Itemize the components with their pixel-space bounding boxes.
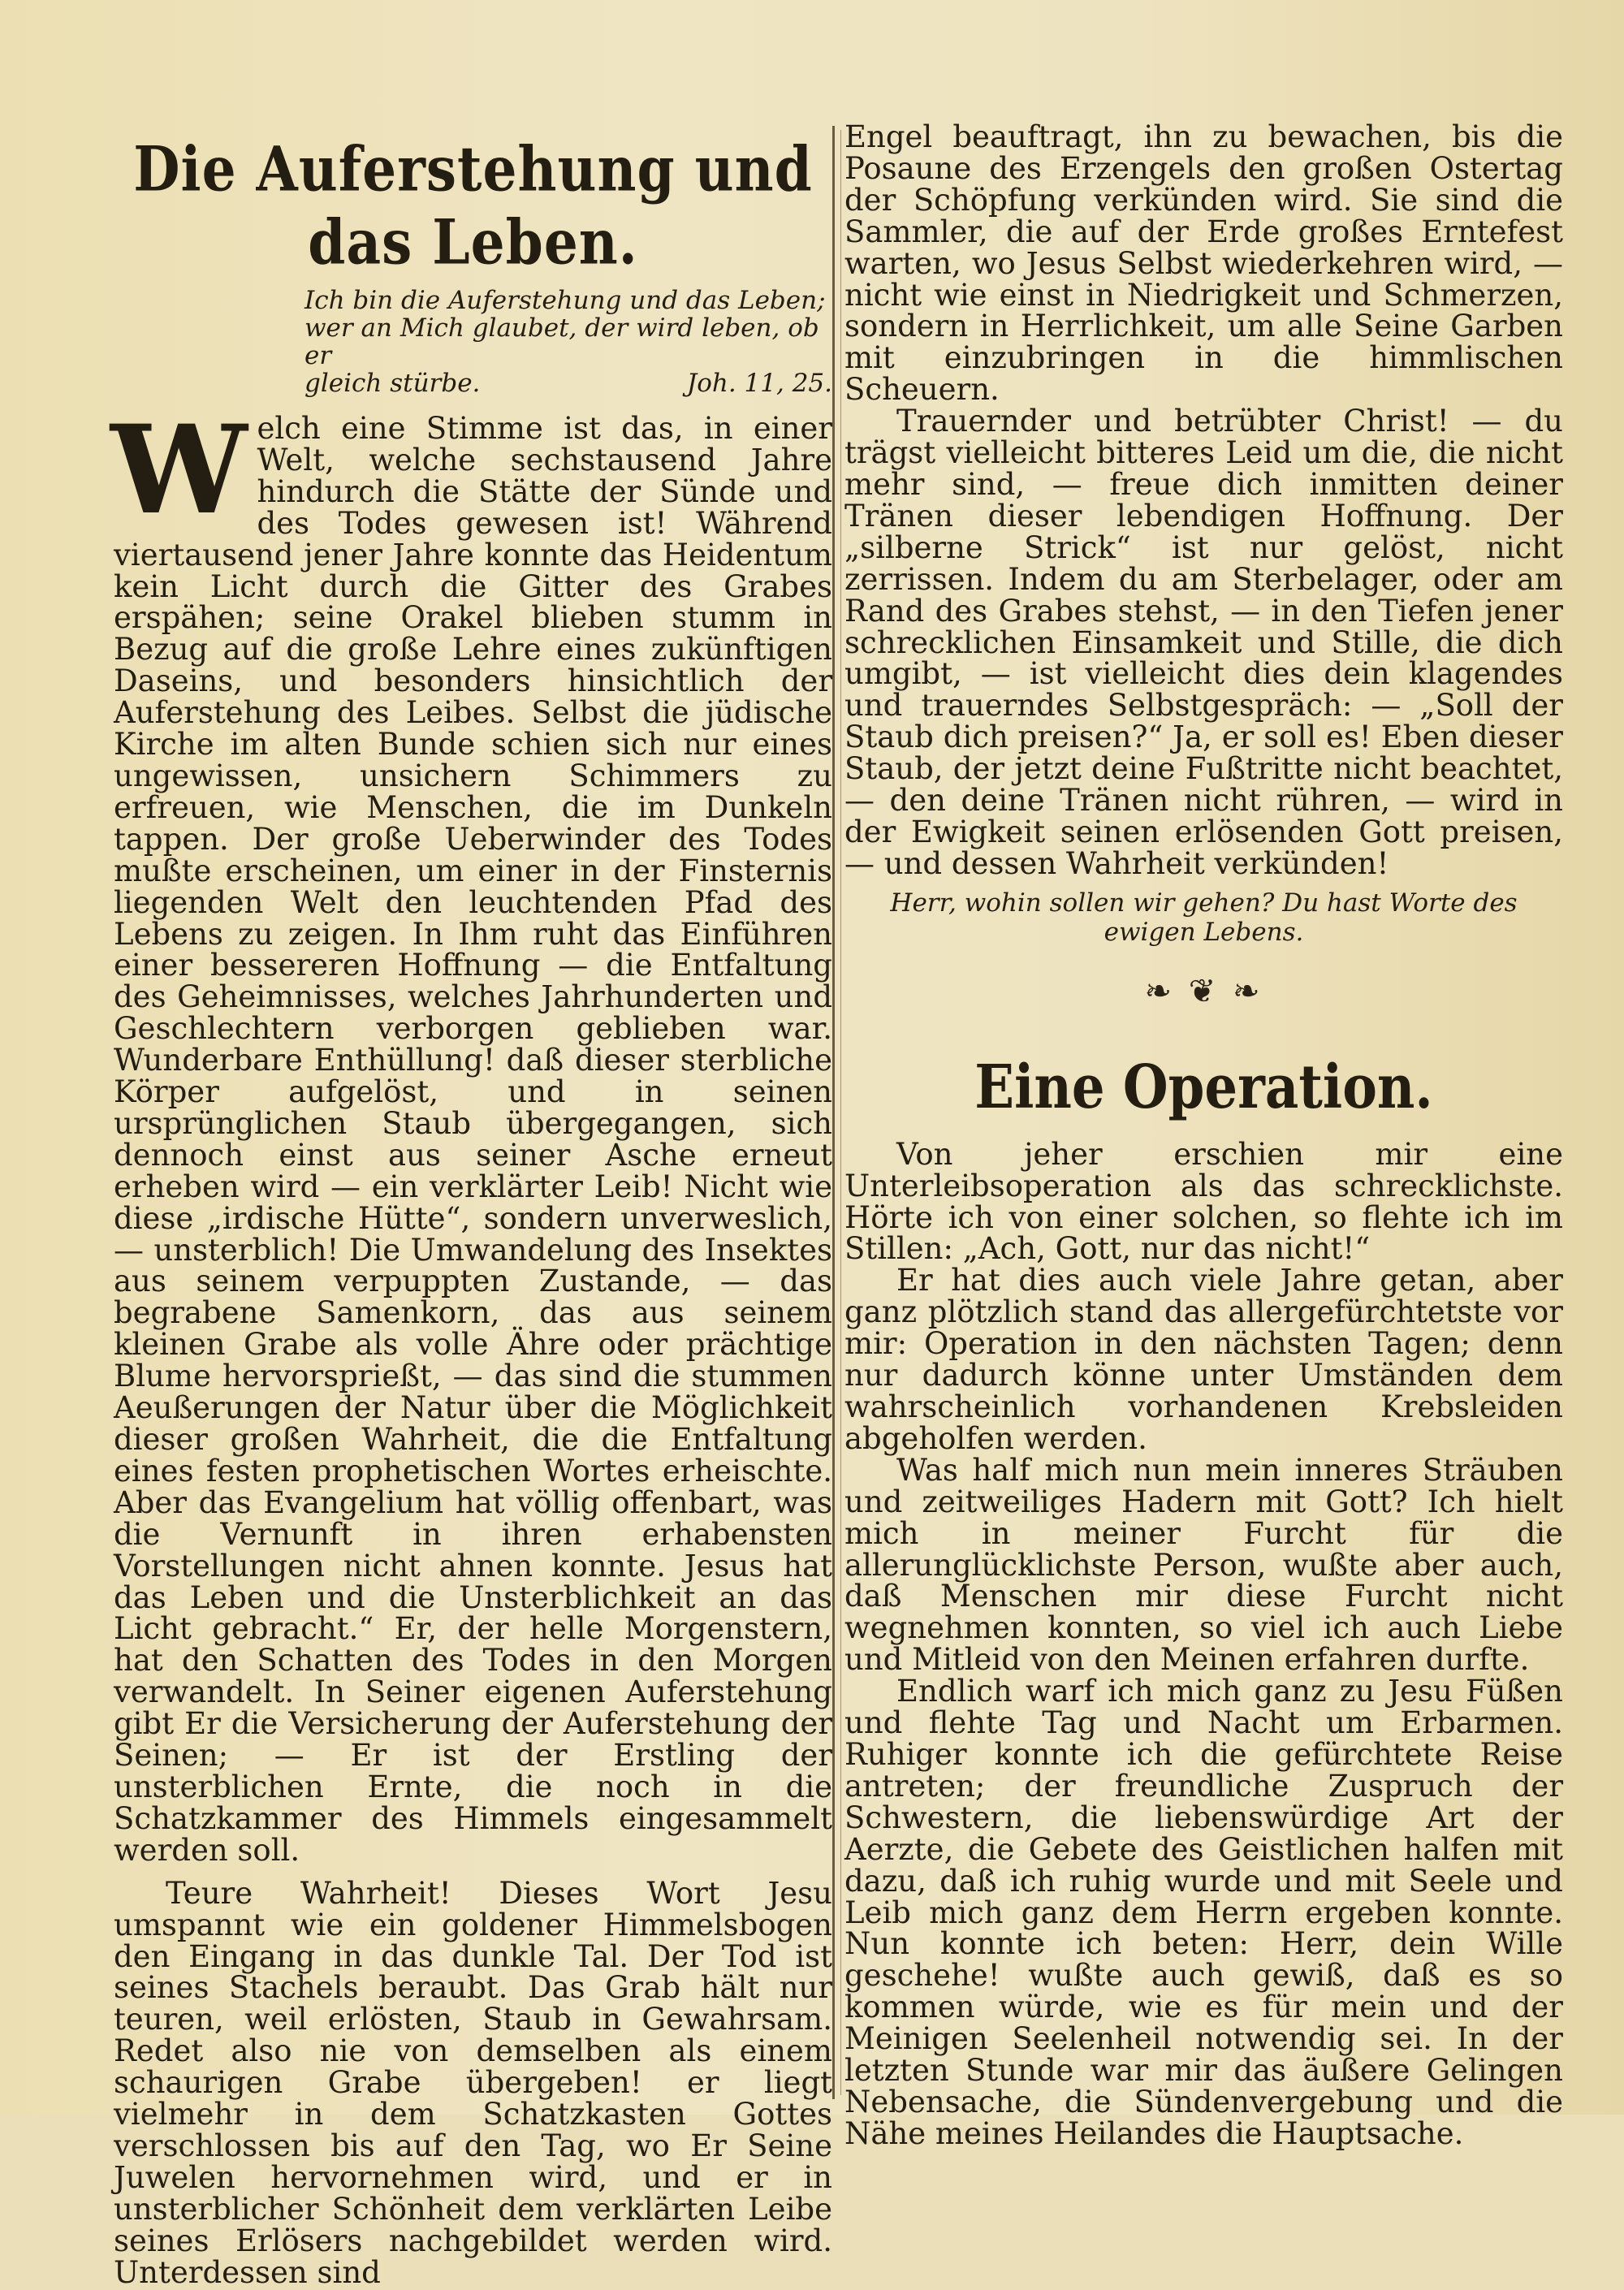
article1-paragraph-1-text: elch eine Stimme ist das, in einer Welt, welche sechstausend Jahre hindurch die Stätte der Sünde und des Todes gewesen ist! Während viertausend jener Jahre konnte das Heidentum kein Licht durch die Gitter des Grabes erspähen; seine Orakel blieben stumm in Bezug auf die große Lehre eines zukünftigen Daseins, und besonders hinsichtlich der Auferstehung des Leibes. Selbst die jüdische Kirche im alten Bunde schien sich nur eines ungewissen, unsichern Schimmers zu erfreuen, wie Menschen, die im Dunkeln tappen. Der große Ueberwinder des Todes mußte erscheinen, um einer in der Finsternis liegenden Welt den leuchtenden Pfad des Lebens zu zeigen. In Ihm ruht das Einführen einer bessereren Hoffnung — die Entfaltung des Geheimnisses, welches Jahrhunderten und Geschlechtern verborgen geblieben war. Wunderbare Enthüllung! daß dieser sterbliche Körper aufgelöst, und in seinen ursprünglichen Staub übergegangen, sich dennoch einst aus seiner Asche erneut erheben wird — ein verklärter Leib! Nicht wie diese „irdische Hütte“, sondern unverweslich, — unsterblich! Die Umwandelung des Insektes aus seinem verpuppten Zustande, — das begrabene Samenkorn, das aus seinem kleinen Grabe als volle Ähre oder prächtige Blume hervorsprießt, — das sind die stummen Aeußerungen der Natur über die Möglichkeit dieser großen Wahrheit, die die Entfaltung eines festen prophetischen Wortes erheischte. Aber das Evangelium hat völlig offenbart, was die Vernunft in ihren erhabensten Vorstellungen nicht ahnen konnte. Jesus hat das Leben und die Unsterblichkeit an das Licht gebracht.“ Er, der helle Morgenstern, hat den Schatten des Todes in den Morgen verwandelt. In Seiner eigenen Auferstehung gibt Er die Versicherung der Auferstehung der Seinen; — Er ist der Erstling der unsterblichen Ernte, die noch in die Schatzkammer des Himmels eingesammelt werden soll. <box>114 411 832 1868</box>
drop-cap: W <box>110 399 248 542</box>
ornament-divider: ❧ ❦ ❧ <box>1144 972 1263 1010</box>
closing-quote: Herr, wohin sollen wir gehen? Du hast Worte des ewigen Lebens. <box>890 888 1518 947</box>
article2-paragraph-1: Von jeher erschien mir eine Unterleibsoperation als das schrecklichste. Hörte ich von einer solchen, so flehte ich im Stillen: „Ach, Gott, nur das nicht!“ <box>844 1136 1563 1267</box>
right-column <box>844 0 1563 2150</box>
bible-motto <box>304 287 832 397</box>
article1-paragraph-1 <box>110 399 832 1868</box>
motto-line-2: wer an Mich glaubet, der wird leben, ob er <box>304 313 819 370</box>
article1-paragraph-2: Teure Wahrheit! Dieses Wort Jesu umspannt wie ein goldener Himmelsbogen den Eingang in das dunkle Tal. Der Tod ist seines Stachels beraubt. Das Grab hält nur teuren, weil erlösten, Staub in Gewahrsam. Redet also nie von demselben als einem schaurigen Grabe übergeben! er liegt vielmehr in dem Schatzkasten Gottes verschlossen bis auf den Tag, wo Er Seine Juwelen hervornehmen wird, und er in unsterblicher Schönheit dem verklärten Leibe seines Erlösers nachgebildet werden wird. Unterdessen sind <box>114 1875 832 2290</box>
article-title-operation: Eine Operation. <box>974 1052 1433 1123</box>
article1-paragraph-4: Trauernder und betrübter Christ! — du trägst vielleicht bitteres Leid um die, die nicht mehr sind, — freue dich inmitten deiner Tränen dieser lebendigen Hoffnung. Der „silberne Strick“ ist nur gelöst, nicht zerrissen. Indem du am Sterbelager, oder am Rand des Grabes stehst, — in den Tiefen jener schrecklichen Einsamkeit und Stille, die dich umgibt, — ist vielleicht dies dein klagendes und trauerndes Selbstgespräch: — „Soll der Staub dich preisen?“ Ja, er soll es! Eben dieser Staub, der jetzt deine Fußtritte nicht beachtet, — den deine Tränen nicht rühren, — wird in der Ewigkeit seinen erlösenden Gott preisen, — und dessen Wahrheit verkünden! <box>844 404 1563 881</box>
column-divider <box>832 126 835 2099</box>
motto-line-3 <box>304 369 832 397</box>
article-title-auferstehung: Die Auferstehung und das Leben. <box>133 132 813 279</box>
motto-line-3-text: gleich stürbe. <box>304 369 481 398</box>
article1-paragraph-3: Engel beauftragt, ihn zu bewachen, bis die Posaune des Erzengels den großen Ostertag der Schöpfung verkünden wird. Sie sind die Sammler, die auf der Erde großes Erntefest warten, wo Jesus Selbst wiederkehren wird, — nicht wie einst in Niedrigkeit und Schmerzen, sondern in Herrlichkeit, um alle Seine Garben mit einzubringen in die himmlischen Scheuern. <box>844 119 1563 408</box>
motto-line-1: Ich bin die Auferstehung und das Leben; <box>304 286 826 315</box>
left-column <box>110 0 832 2290</box>
column-divider-inner <box>840 130 841 2095</box>
article2-paragraph-3: Was half mich nun mein inneres Sträuben und zeitweiliges Hadern mit Gott? Ich hielt mich in meiner Furcht für die allerunglücklichste Person, wußte aber auch, daß Menschen mir diese Furcht nicht wegnehmen konnten, so viel ich auch Liebe und Mitleid von den Meinen erfahren durfte. <box>844 1452 1563 1678</box>
article2-paragraph-2: Er hat dies auch viele Jahre getan, aber ganz plötzlich stand das allergefürchtetste vor mir: Operation in den nächsten Tagen; denn nur dadurch könne unter Umständen dem wahrscheinlich vorhandenen Krebsleiden abgeholfen werden. <box>844 1263 1563 1456</box>
motto-reference: Joh. 11, 25. <box>686 369 832 398</box>
article2-paragraph-4: Endlich warf ich mich ganz zu Jesu Füßen und flehte Tag und Nacht um Erbarmen. Ruhiger konnte ich die gefürchtete Reise antreten; der freundliche Zuspruch der Schwestern, die liebenswürdige Art der Aerzte, die Gebete des Geistlichen halfen mit dazu, daß ich ruhig wurde und mit Seele und Leib mich ganz dem Herrn ergeben konnte. Nun konnte ich beten: Herr, dein Wille geschehe! wußte auch gewiß, daß es so kommen würde, wie es für mein und der Meinigen Seelenheil notwendig sei. In der letzten Stunde war mir das äußere Gelingen Nebensache, die Sündenvergebung und die Nähe meines Heilandes die Hauptsache. <box>844 1674 1563 2151</box>
